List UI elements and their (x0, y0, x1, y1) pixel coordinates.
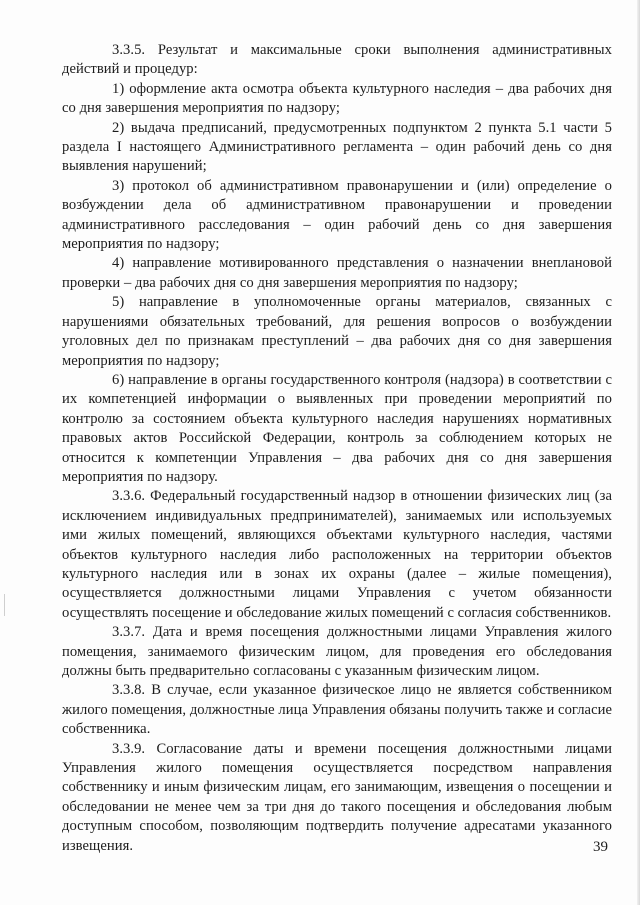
paragraph-3-3-6: 3.3.6. Федеральный государственный надзор в отношении физических лиц (за исключением индивидуальных предпринимателей), занимаемых или используемых ими жилых помещений, являющихся объектами культурного наследия, частями объектов культурного наследия либо расположенных на территории объектов культурного наследия или в зонах их охраны (далее – жилые помещения), осуществляется должностными лицами Управления с учетом обязанности осуществлять посещение и обследование жилых помещений с согласия собственников. (62, 488, 612, 621)
paragraph-item-6: 6) направление в органы государственного контроля (надзора) в соответствии с их компетенцией информации о выявленных при проведении мероприятий по контролю за состоянием объекта культурного наследия нарушениях нормативных правовых актов Российской Федерации, контроль за соблюдением которых не относится к компетенции Управления – два рабочих дня со дня завершения мероприятия по надзору. (62, 371, 612, 485)
document-body (62, 41, 612, 856)
paragraph-item-5: 5) направление в уполномоченные органы материалов, связанных с нарушениями обязательных требований, для решения вопросов о возбуждении уголовных дел по признакам преступлений – два рабочих дня со дня завершения мероприятия по надзору; (62, 294, 612, 369)
paragraph-item-2: 2) выдача предписаний, предусмотренных подпунктом 2 пункта 5.1 части 5 раздела I настоящего Административного регламента – один рабочий день со дня выявления нарушений; (62, 119, 612, 175)
paragraph-3-3-5: 3.3.5. Результат и максимальные сроки выполнения административных действий и процедур: (62, 42, 612, 78)
paragraph-item-4: 4) направление мотивированного представления о назначении внеплановой проверки – два рабочих дня со дня завершения мероприятия по надзору; (62, 255, 612, 291)
paragraph-item-1: 1) оформление акта осмотра объекта культурного наследия – два рабочих дня со дня завершения мероприятия по надзору; (62, 80, 612, 117)
paragraph-3-3-9: 3.3.9. Согласование даты и времени посещения должностными лицами Управления жилого помещения осуществляется посредством направления собственнику и иным физическим лицам, его занимающим, извещения о посещении и обследовании не менее чем за три дня до такого посещения и обследования любым доступным способом, позволяющим подтвердить получение адресатами указанного извещения. (62, 740, 612, 854)
scan-artifact-mark (4, 594, 5, 616)
paragraph-3-3-8: 3.3.8. В случае, если указанное физическое лицо не является собственником жилого помещения, должностные лица Управления обязаны получить также и согласие собственника. (62, 682, 612, 738)
page-number: 39 (593, 839, 608, 855)
paragraph-item-3: 3) протокол об административном правонарушении и (или) определение о возбуждении дела об административном правонарушении и проведении административного расследования – один рабочий день со дня завершения мероприятия по надзору; (62, 177, 612, 253)
paragraph-3-3-7: 3.3.7. Дата и время посещения должностными лицами Управления жилого помещения, занимаемого физическим лицом, для проведения его обследования должны быть предварительно согласованы с указанным физическим лицом. (62, 624, 612, 679)
